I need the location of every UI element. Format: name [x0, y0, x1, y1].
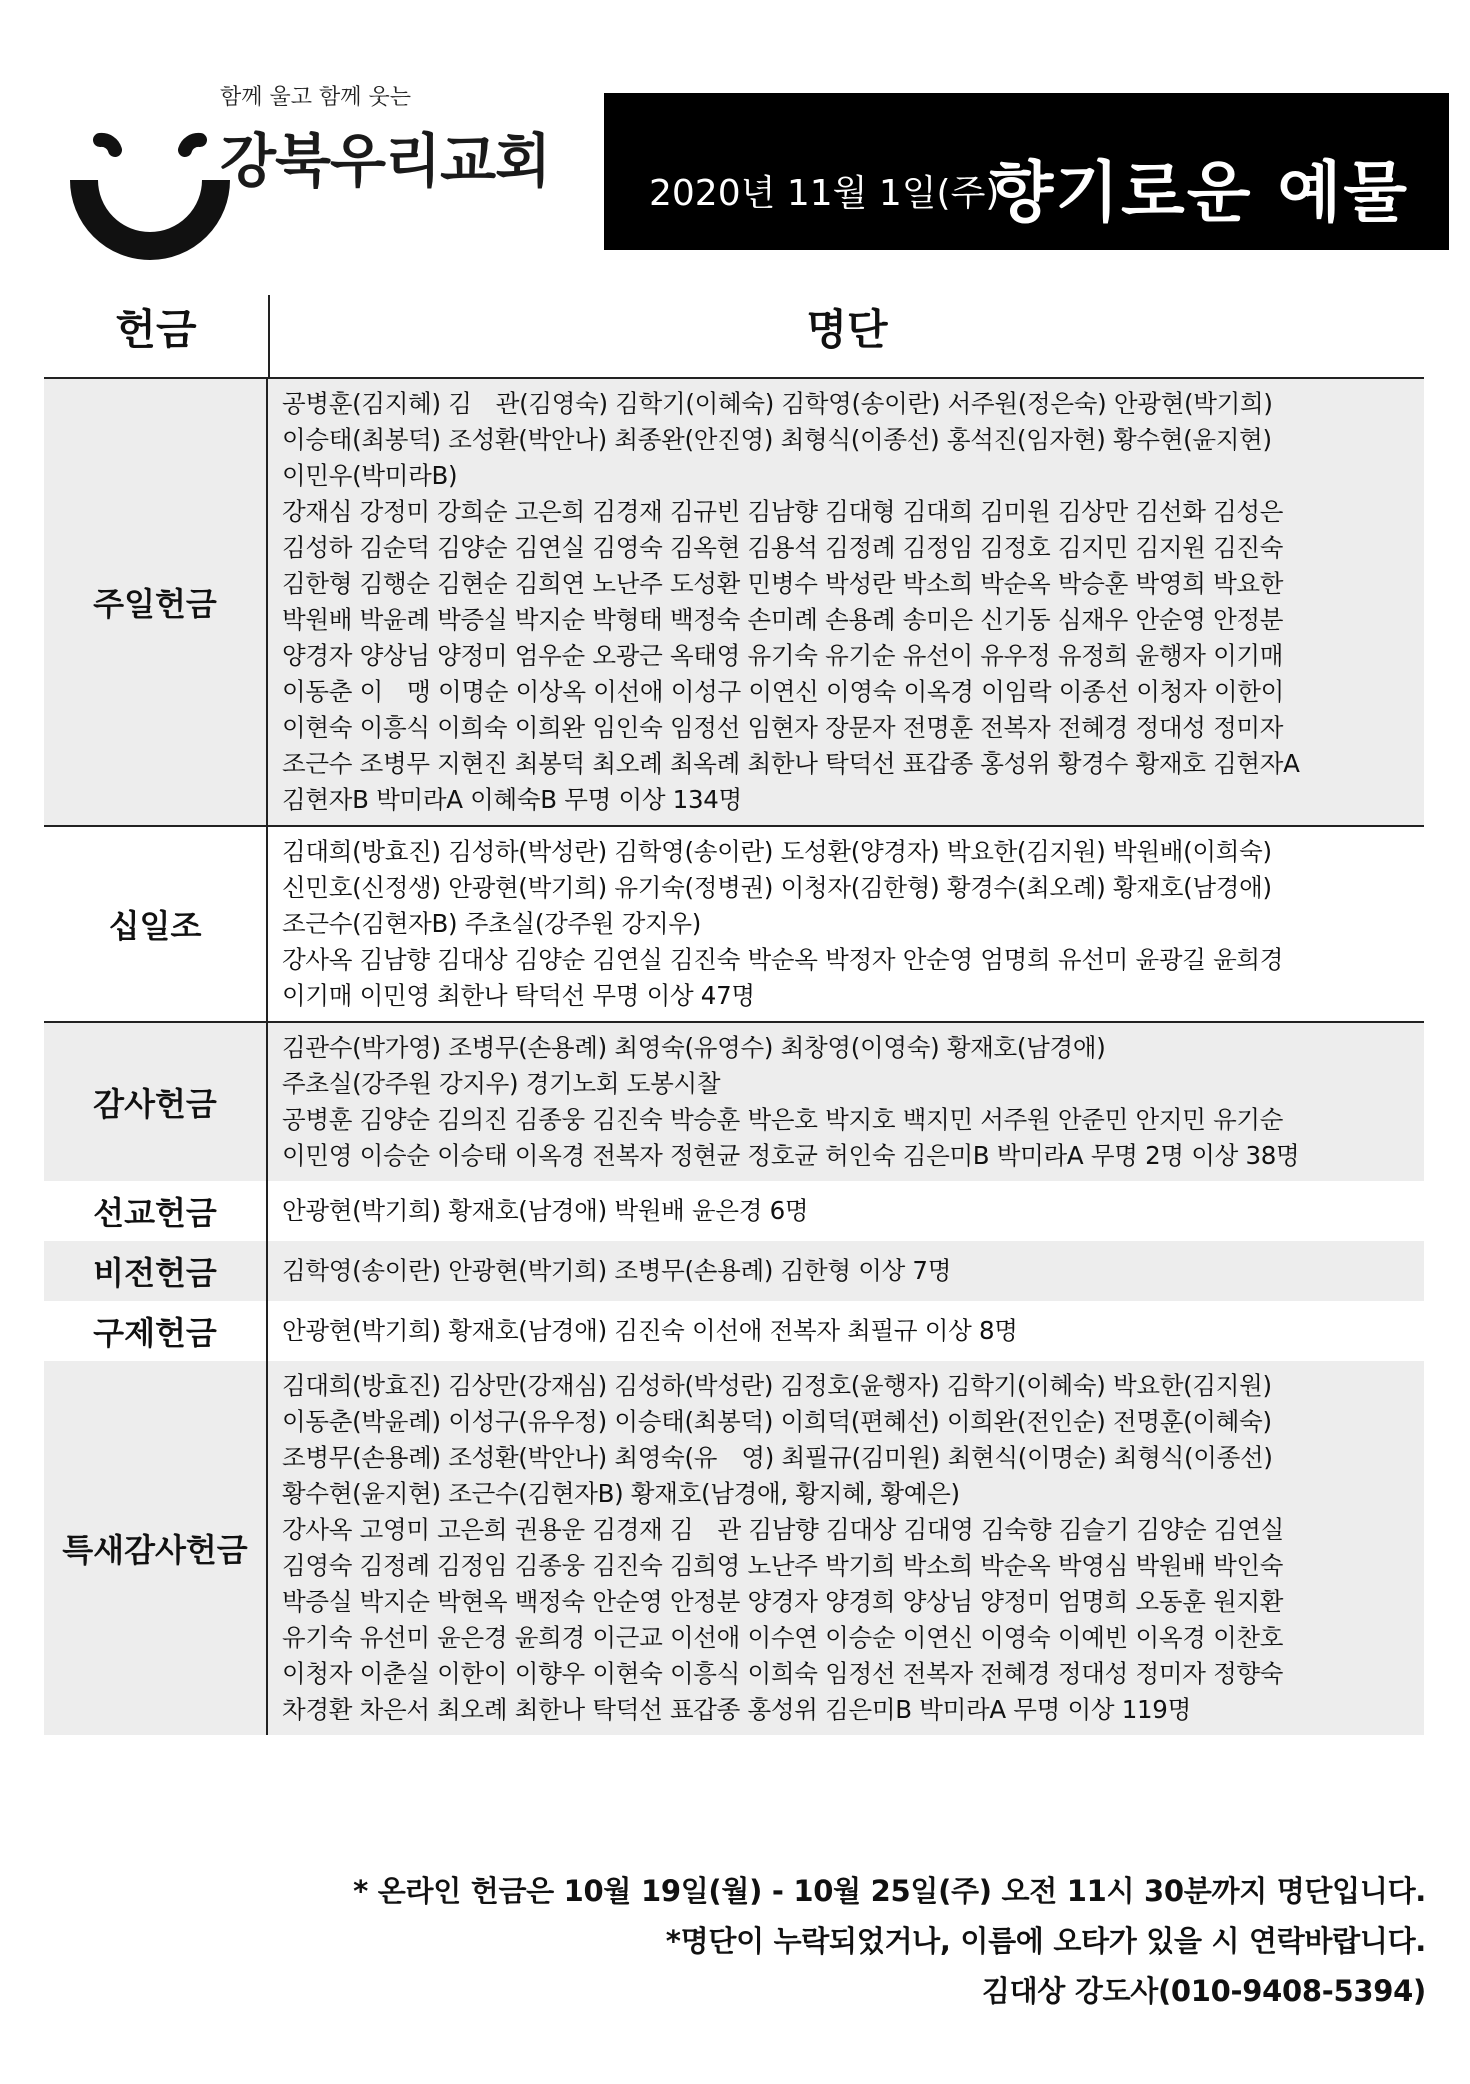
name-line: 강사옥 고영미 고은희 권용운 김경재 김 관 김남향 김대상 김대영 김숙향 김슬기 김양순 김연실 [282, 1515, 1284, 1544]
page-title: 향기로운 예물 [989, 154, 1409, 231]
name-list [268, 379, 1424, 825]
name-line: 강재심 강정미 강희순 고은희 김경재 김규빈 김남향 김대형 김대희 김미원 김상만 김선화 김성은 [282, 497, 1284, 526]
name-line: 이민영 이승순 이승태 이옥경 전복자 정현균 정호균 허인숙 김은미B 박미라A 무명 2명 이상 38명 [282, 1141, 1300, 1170]
name-line: 이동춘 이 맹 이명순 이상옥 이선애 이성구 이연신 이영숙 이옥경 이임락 이종선 이청자 이한이 [282, 677, 1284, 706]
contact-info: 김대상 강도사(010-9408-5394) [981, 1974, 1426, 2008]
name-line: 김대희(방효진) 김상만(강재심) 김성하(박성란) 김정호(윤행자) 김학기(이혜숙) 박요한(김지원) [282, 1371, 1272, 1400]
column-header-category: 헌금 [44, 295, 270, 377]
category-label: 구제헌금 [44, 1301, 268, 1361]
title-banner [604, 93, 1449, 250]
name-line: 주초실(강주원 강지우) 경기노회 도봉시찰 [282, 1069, 721, 1098]
name-line: 이민우(박미라B) [282, 461, 458, 490]
offering-table [44, 295, 1424, 1735]
name-list [268, 1241, 1424, 1301]
name-line: 김현자B 박미라A 이혜숙B 무명 이상 134명 [282, 785, 742, 814]
online-offering-note: * 온라인 헌금은 10월 19일(월) - 10월 25일(주) 오전 11시 30분까지 명단입니다. [353, 1874, 1426, 1908]
table-row-vision [44, 1241, 1424, 1301]
name-line: 조근수(김현자B) 주초실(강주원 강지우) [282, 909, 702, 938]
category-label: 십일조 [44, 827, 268, 1021]
name-line: 김대희(방효진) 김성하(박성란) 김학영(송이란) 도성환(양경자) 박요한(김지원) 박원배(이희숙) [282, 837, 1272, 866]
category-label: 비전헌금 [44, 1241, 268, 1301]
name-line: 이기매 이민영 최한나 탁덕선 무명 이상 47명 [282, 981, 755, 1010]
table-row-sunday-offering [44, 379, 1424, 827]
category-label: 특새감사헌금 [44, 1361, 268, 1735]
name-line: 유기숙 유선미 윤은경 윤희경 이근교 이선애 이수연 이승순 이연신 이영숙 이예빈 이옥경 이찬호 [282, 1623, 1284, 1652]
name-line: 안광현(박기희) 황재호(남경애) 박원배 윤은경 6명 [282, 1196, 809, 1225]
name-line: 조근수 조병무 지현진 최봉덕 최오례 최옥례 최한나 탁덕선 표갑종 홍성위 황경수 황재호 김현자A [282, 749, 1300, 778]
church-tagline: 함께 울고 함께 웃는 [220, 85, 411, 110]
name-line: 황수현(윤지현) 조근수(김현자B) 황재호(남경애, 황지혜, 황예은) [282, 1479, 960, 1508]
name-line: 이동춘(박윤례) 이성구(유우정) 이승태(최봉덕) 이희덕(편혜선) 이희완(전인순) 전명훈(이혜숙) [282, 1407, 1272, 1436]
church-name: 강북우리교회 [220, 127, 551, 195]
table-header [44, 295, 1424, 379]
name-line: 조병무(손용례) 조성환(박안나) 최영숙(유 영) 최필규(김미원) 최현식(이명순) 최형식(이종선) [282, 1443, 1273, 1472]
name-line: 김관수(박가영) 조병무(손용례) 최영숙(유영수) 최창영(이영숙) 황재호(남경애) [282, 1033, 1106, 1062]
name-list [268, 827, 1424, 1021]
service-date: 2020년 11월 1일(주) [649, 173, 1000, 214]
category-label: 주일헌금 [44, 379, 268, 825]
category-label: 선교헌금 [44, 1181, 268, 1241]
name-line: 공병훈 김양순 김의진 김종웅 김진숙 박승훈 박은호 박지호 백지민 서주원 안준민 안지민 유기순 [282, 1105, 1284, 1134]
name-line: 박원배 박윤례 박증실 박지순 박형태 백정숙 손미례 손용례 송미은 신기동 심재우 안순영 안정분 [282, 605, 1284, 634]
name-line: 김학영(송이란) 안광현(박기희) 조병무(손용례) 김한형 이상 7명 [282, 1256, 952, 1285]
name-line: 김한형 김행순 김현순 김희연 노난주 도성환 민병수 박성란 박소희 박순옥 박승훈 박영희 박요한 [282, 569, 1284, 598]
name-line: 양경자 양상님 양정미 엄우순 오광근 옥태영 유기숙 유기순 유선이 유우정 유정희 윤행자 이기매 [282, 641, 1284, 670]
name-line: 안광현(박기희) 황재호(남경애) 김진숙 이선애 전복자 최필규 이상 8명 [282, 1316, 1018, 1345]
table-row-relief [44, 1301, 1424, 1361]
name-list [268, 1181, 1424, 1241]
table-row-dawn-prayer-thanksgiving [44, 1361, 1424, 1735]
name-line: 신민호(신정생) 안광현(박기희) 유기숙(정병권) 이청자(김한형) 황경수(최오례) 황재호(남경애) [282, 873, 1272, 902]
name-line: 김영숙 김정례 김정임 김종웅 김진숙 김희영 노난주 박기희 박소희 박순옥 박영심 박원배 박인숙 [282, 1551, 1284, 1580]
name-line: 이현숙 이흥식 이희숙 이희완 임인숙 임정선 임현자 장문자 전명훈 전복자 전혜경 정대성 정미자 [282, 713, 1284, 742]
column-header-names: 명단 [806, 305, 888, 354]
church-logo [70, 80, 590, 280]
church-logo-arc-icon [70, 120, 230, 280]
name-line: 박증실 박지순 박현옥 백정숙 안순영 안정분 양경자 양경희 양상님 양정미 엄명희 오동훈 원지환 [282, 1587, 1284, 1616]
table-row-thanksgiving [44, 1023, 1424, 1181]
name-list [268, 1023, 1424, 1181]
name-line: 김성하 김순덕 김양순 김연실 김영숙 김옥현 김용석 김정례 김정임 김정호 김지민 김지원 김진숙 [282, 533, 1284, 562]
name-list [268, 1301, 1424, 1361]
name-line: 차경환 차은서 최오례 최한나 탁덕선 표갑종 홍성위 김은미B 박미라A 무명 이상 119명 [282, 1695, 1191, 1724]
table-row-mission [44, 1181, 1424, 1241]
category-label: 감사헌금 [44, 1023, 268, 1181]
name-line: 이청자 이춘실 이한이 이향우 이현숙 이흥식 이희숙 임정선 전복자 전혜경 정대성 정미자 정향숙 [282, 1659, 1284, 1688]
table-row-tithe [44, 827, 1424, 1023]
name-line: 강사옥 김남향 김대상 김양순 김연실 김진숙 박순옥 박정자 안순영 엄명희 유선미 윤광길 윤희경 [282, 945, 1284, 974]
name-line: 공병훈(김지혜) 김 관(김영숙) 김학기(이혜숙) 김학영(송이란) 서주원(정은숙) 안광현(박기희) [282, 389, 1273, 418]
footer-notes [353, 1866, 1426, 2016]
correction-note: *명단이 누락되었거나, 이름에 오타가 있을 시 연락바랍니다. [665, 1924, 1426, 1958]
name-list [268, 1361, 1424, 1735]
name-line: 이승태(최봉덕) 조성환(박안나) 최종완(안진영) 최형식(이종선) 홍석진(임자현) 황수현(윤지현) [282, 425, 1272, 454]
